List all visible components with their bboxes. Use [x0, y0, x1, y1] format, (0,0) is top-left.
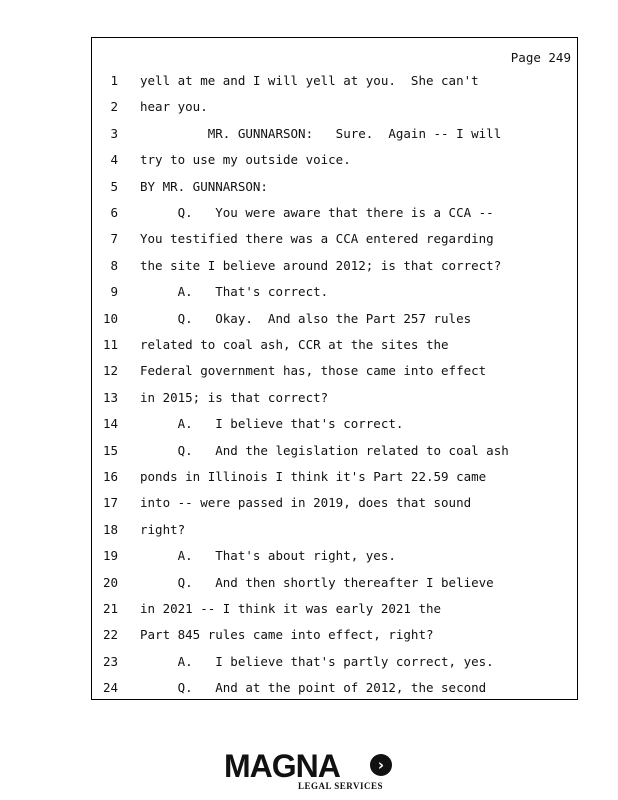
line-number: 6	[110, 205, 118, 220]
line-text: Q. Okay. And also the Part 257 rules	[140, 310, 472, 326]
line-number: 16	[102, 469, 118, 484]
line-text: You testified there was a CCA entered regarding	[140, 231, 494, 247]
line-text: right?	[140, 521, 186, 537]
line-text: BY MR. GUNNARSON:	[140, 178, 268, 194]
line-number: 8	[110, 257, 118, 273]
line-text: hear you.	[140, 99, 208, 115]
line-text: yell at me and I will yell at you. She can't	[140, 73, 479, 88]
logo-arrow-icon: ›	[370, 754, 392, 776]
line-text: Q. And at the point of 2012, the second	[140, 680, 487, 696]
magna-logo	[220, 748, 400, 793]
line-text: try to use my outside voice.	[140, 152, 351, 168]
line-text: A. I believe that's partly correct, yes.	[140, 653, 494, 669]
logo-subtitle: LEGAL SERVICES	[298, 781, 383, 791]
line-number: 3	[110, 125, 118, 141]
line-text: A. That's about right, yes.	[140, 548, 396, 564]
line-number: 22	[102, 627, 118, 643]
line-number: 12	[102, 363, 118, 379]
logo-wordmark: MAGNA	[224, 748, 340, 784]
line-text: in 2015; is that correct?	[140, 389, 329, 405]
line-number: 7	[110, 231, 118, 247]
line-text: Federal government has, those came into effect	[140, 363, 487, 379]
line-number: 15	[102, 442, 118, 458]
line-text: Q. You were aware that there is a CCA --	[140, 205, 494, 220]
line-text: the site I believe around 2012; is that correct?	[140, 257, 502, 273]
line-text: Q. And the legislation related to coal ash	[140, 442, 509, 458]
line-text: related to coal ash, CCR at the sites the	[140, 337, 449, 352]
line-number: 20	[102, 574, 118, 590]
line-text: Q. And then shortly thereafter I believe	[140, 574, 494, 590]
line-text: into -- were passed in 2019, does that sound	[140, 495, 472, 511]
line-text: A. That's correct.	[140, 284, 329, 300]
line-number: 5	[110, 178, 118, 194]
line-number: 24	[102, 680, 118, 696]
line-text: in 2021 -- I think it was early 2021 the	[140, 601, 442, 616]
line-number: 1	[110, 73, 118, 88]
line-text: ponds in Illinois I think it's Part 22.59 came	[140, 469, 487, 484]
line-number: 14	[102, 416, 118, 432]
line-text: Part 845 rules came into effect, right?	[140, 627, 434, 643]
line-number: 23	[102, 653, 118, 669]
page-number: Page 249	[510, 50, 571, 65]
line-number: 13	[102, 389, 118, 405]
line-text: A. I believe that's correct.	[140, 416, 404, 432]
line-number: 2	[110, 99, 118, 115]
line-number: 4	[110, 152, 118, 168]
line-number: 19	[102, 548, 118, 564]
line-number: 18	[102, 521, 118, 537]
line-number: 9	[110, 284, 118, 300]
line-number: 11	[102, 337, 118, 352]
line-number: 17	[102, 495, 118, 511]
line-number: 21	[102, 601, 118, 616]
transcript-page	[91, 37, 578, 700]
line-text: MR. GUNNARSON: Sure. Again -- I will	[140, 125, 502, 141]
line-number: 10	[102, 310, 118, 326]
